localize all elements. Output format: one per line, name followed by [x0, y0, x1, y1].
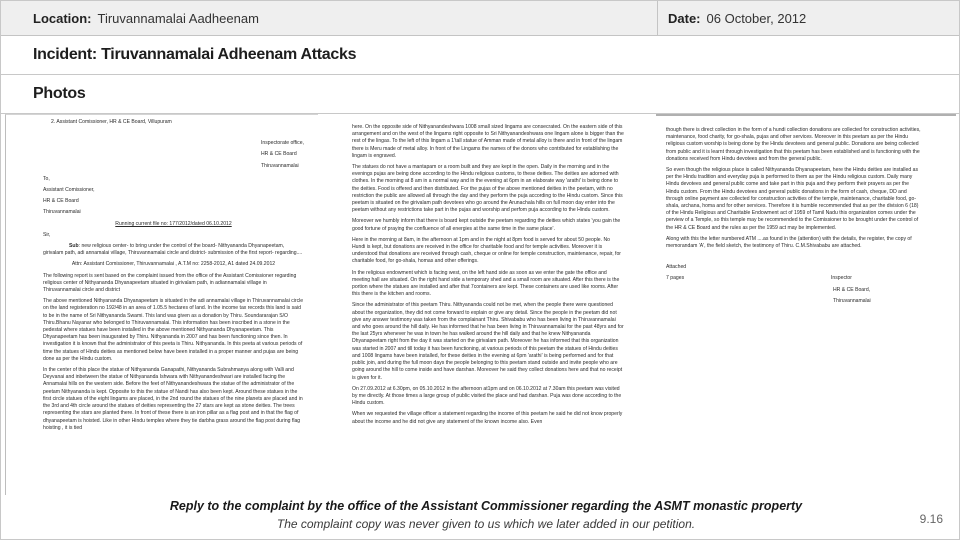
to-address: [43, 176, 304, 217]
paragraph: The statues do not have a mantapam or a room built and they are kept in the open. Daily in the morning and in the evenings pujas are being done according to the Hindu religious customs, to these deities. The deities are adorned with clothes. In the morning at 8 am in a normal way and in the evening at 6pm in an elaborate way 'arathi' is being done to the deities. Food is offered and then distributed. For the pujas of the above mentioned deities in the peetam, with no restriction the public are allowed all through the day and they perform the puja according to the Hindu custom. Since this peetam is situated on the girivalam path devotees who go around the Arunachala hills on full moon day enter into the peetam without any restrictions take part in the pujas and worship and perfom puja according to the Hindu custom.: [352, 164, 623, 214]
signature-block: [831, 275, 871, 309]
to-line: Assistant Comissioner,: [43, 187, 95, 194]
signature-line: Inspector: [831, 275, 852, 282]
paragraph: So even though the religious place is called Nithyananda Dhyanapeetam, here the Hindu deities are installed as per the Hindu tradition and everyday puja is performed to them as per the Hindu religious custom. Daily many Hindu devotees and general public come and take part in this puja and they perform their prayers as per the Hindu custom. From the Hindu devotees and general public donations in the form of cash, cheque, DD and through online payment are collected for construction activities of the temple, maintenance, charitable food, go-shala, archana, homa and for other services. Therefore it is humble recommended that as per the division 6 (18) of the Hindu Religious and Charitable Endowment act of 1959 of Tamil Nadu this organization comes under the perview of a Temple, so this temple may be recommended to the Comissioner to be brought under the control of the HR & CE Board and the rules as per the 1959 act may be implemented.: [666, 167, 919, 231]
copy-to-line: 2. Assistant Comissioner, HR & CE Board, Villupuram: [51, 119, 172, 125]
caption-sub: The complaint copy was never given to us which we later added in our petition.: [276, 517, 696, 531]
location-value: Tiruvannamalai Aadheenam: [97, 10, 259, 26]
photos-row: [1, 75, 959, 114]
signature-line: Thiruvannamalai: [833, 297, 871, 304]
photos-title: Photos: [33, 85, 86, 102]
to-line: HR & CE Board: [43, 198, 79, 205]
incident-title: Incident: Tiruvannamalai Adheenam Attacks: [33, 46, 357, 63]
closing-block: [666, 275, 921, 309]
paragraph: In the center of this place the statue of Nithyananda Ganapathi, Nithyananda Subrahmanya along with Valli and Deyvanai and inbetween the statue of Nithyananda Ishwara with Nithyanandeshwari are installed facing the Annamalai hills on the western side. Before the feet of Nithyanandeshwara the statue of the administrator of the peetam Nithyananda is kept. Opposite to this the statue of Nandi has also been kept. Around these statues in the first circle statues of the eight lingams are placed, in the 2nd round the statues of the nine planets are placed and in the 3rd and 4th circle around the statues of deities representing the 27 stars are kept as stone deities. The trees representing the stars are planted there. In front of these there is an iron pillar as a flag post and in that the flag of dhyanapeetam is hoisted. Like in other Hindu temples where they tie darbha grass around the flag post during flag hoisting , it is tied: [43, 367, 303, 431]
paragraph: though there is direct collection in the form of a hundi collection donations are collected for construction activities, maintenance, food charity, for go-shala, pujas and other services. Moreover in this peetam as per the Hindu religious custom worship is being done by the Hindu devotees and general public. Donations are being collected from public and it is learnt through investigation that this peetam has been established and is functioning with the donations received from Hindu devotees and from the general public.: [666, 127, 921, 162]
paragraph: The above mentioned Nithyananda Dhyanapeetam is situated in the adi annamalai village in Thiruvannamalai circle on the land registeration no 192/48 in an area of 1.05.5 hectares of land. In the income tax records this land is said to be in the name of Sri Nithyananda Swami. This land was given as a donation by Thiru. Soundararajan S/O Thiru.Bhanu Nayanar who belonged to Thiruvannamalai. This information has been inscribed in a stone in the pedestal where statues have been installed in the above mentioned Nithyananda Dhyanapeetam. This Dhyanapeetam has been inaugurated by Thiru. Nithyananda in 2007 and has been functioning since then. In investigation it is known that the administrator of this peeta is Thiru. Nithyananda. In this peeta at various periods of time the statues of Hindu deities as mentioned below have been installed in a proper manner and pujas are being done as per the Hindu custom.: [43, 298, 304, 362]
date-value: 06 October, 2012: [706, 10, 807, 26]
document-page-1: [5, 114, 318, 495]
location-label: Location:: [33, 10, 92, 26]
salutation: Sir,: [43, 231, 51, 238]
attached-label: Attached: [666, 264, 687, 271]
from-address: [43, 140, 304, 170]
paragraph: Along with this the letter numbered ATM ....as found in the (attention) with the details, the register, the copy of memorandam 'A', the field sketch, the testimony of Thiru. C.M.Shivababu are attached.: [666, 235, 912, 250]
subject-line: [43, 243, 304, 257]
to-line: Thiruvannamalai: [43, 209, 81, 216]
file-reference: Running current file no: 177/2012/dated 06.10.2012: [115, 220, 232, 227]
from-line: HR & CE Board: [261, 151, 297, 158]
subject-label: Sub: [69, 243, 79, 250]
date-label: Date:: [668, 10, 701, 26]
from-line: Inspectorate office,: [261, 140, 304, 147]
page-count: 7 pages: [666, 275, 685, 282]
document-page-3: [656, 114, 956, 496]
date-cell: [658, 1, 959, 35]
paragraph: When we requested the village officer a statement regarding the income of this peetam he said he did not know properly about the income and he did not give any statement of the known income also. Even: [352, 411, 623, 425]
paragraph: The following report is sent based on the complaint issued from the office of the Assistant Comissioner regarding religious center of Nithyananda Dhyanapeetam situated in girivalam path, in adiannamalai village in Thiruvannamalai circle and district: [43, 272, 297, 294]
caption-main: Reply to the complaint by the office of the Assistant Commissioner regarding the ASMT monastic property: [169, 499, 803, 513]
paragraph: here. On the opposite side of Nithyanandeshwara 1008 small sized lingams are consecrated. On the eastern side of this arrangement and on the west of the lingams right opposite to Sri Nithyanandeshwara one lingam alone is bigger than the rest of the lingas. To the left of this lingam a 1'tall statue of Amman made of metal alloy is there and in front of the lingam there is Meru made of metal alloy. In front of the Lingams the names of the donors who contributed for establishing the lingam is engraved.: [352, 124, 624, 159]
signature-line: HR & CE Board,: [833, 286, 871, 293]
paragraph: On 27.09.2012 at 6.30pm, on 05.10.2012 in the afternoon at1pm and on 06.10.2012 at 7.30am this peetam was visited by me directly. At those times a large group of public visited the place and had darshan. Puja was done according to the Hindu custom.: [352, 385, 622, 407]
page-number: 9.16: [919, 512, 943, 526]
paragraph: Here in the morning at 8am, in the afternoon at 1pm and in the night at 8pm food is served for about 50 people. No Hundi is kept, but donations are received in the office for charitable food and for temple activities. Moreover it is understood that donations are received through cash, cheque or online for temple construction, maintenance, repair, for charitable food, for go-shala, homas and other offerings.: [352, 236, 622, 265]
paragraph: In the religious endowment which is facing west, on the left hand side as soon as we enter the gate the office and meeting hall are situated. On the right hand side a temporary shed and a small room are situated. After this there is the portion where the statues are installed and after that 7containers are kept. These containers are used like rooms. After this there is the kitchen and rooms.: [352, 269, 620, 298]
subject-text: : new religious center- to bring under the control of the board- Nithyananda Dhyanapeetam, girivalam path, adi annamalai village, Thiruvannamalai circle and district- submission of the first report- regarding....: [43, 243, 303, 257]
caption-area: [1, 494, 959, 538]
attention-line: Attn: Assistant Comissioner, Thiruvannamalai , A.T.M no: 2258-2012, A1 dated 24.09.2012: [71, 261, 276, 268]
incident-row: [1, 36, 959, 75]
location-cell: [1, 1, 658, 35]
to-line: To,: [43, 175, 50, 182]
document-scans: [1, 114, 959, 494]
paragraph: Since the administrator of this peetam Thiru. Nithyananda could not be met, when the people there were questioned about the organization, they did not come forward to explain or give any detail. Since the people in the peetam did not give any answer testimony was taken from the complainant Thiru. Shivababu who has been living in Thiruvannamalai and who goes around the hill daily. He has informed that he has been living in Thiruvannamalai for the past 48yrs and for the last 25yrs whenever he was in town he has walked around the hill daily and that he knew Nithyananda Dhyanapeetam right from the day it was started on the girivalam path. Moreover he has informed that this organization was started in 2007 and till today it has been functioning, at various periods of this peetam the statues of Hindu deities and 1008 lingams have been installed, for these deities in the evening at 6pm 'arathi' is being performed and for that public join, and during the full moon days the people belonging to this peetam stand outside and invite people who are going around the hill to come inside and have darshan. Moreover he said they collect donations here and that no receipt is given for it.: [352, 302, 624, 381]
from-line: Thiruvannamalai: [261, 162, 299, 169]
header-bar: [1, 1, 959, 36]
paragraph: Moreover we humbly inform that there is board kept outside the peetam regarding the deities which states 'you gain the good fortune of praying the confluence of all energies at the same time in the same place'.: [352, 218, 621, 232]
document-page-2: [341, 114, 631, 494]
